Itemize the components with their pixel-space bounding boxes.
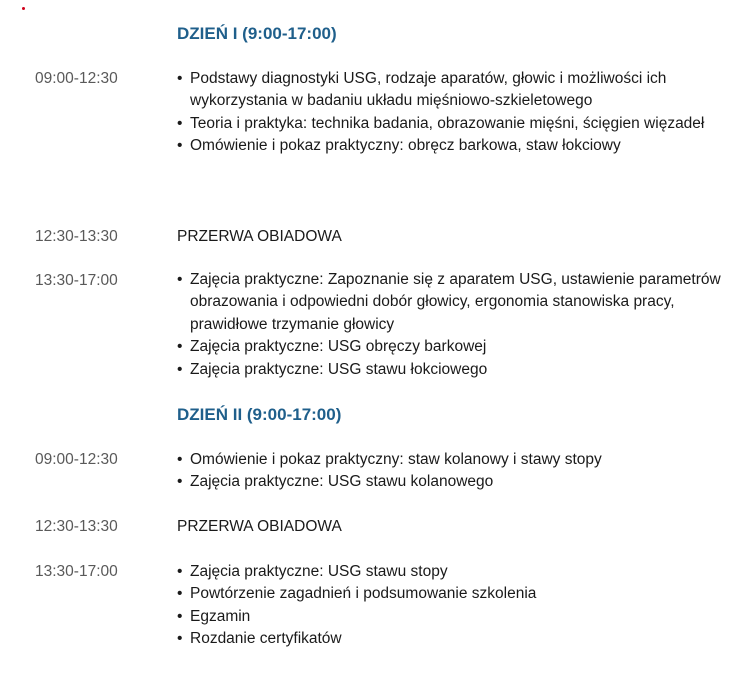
list-item: • Omówienie i pokaz praktyczny: obręcz barkowa, staw łokciowy: [177, 135, 732, 157]
day2-session1-list: [177, 449, 732, 494]
red-dot-marker: [22, 7, 25, 10]
list-item: • Powtórzenie zagadnień i podsumowanie szkolenia: [177, 583, 732, 605]
day1-title: DZIEŃ I (9:00-17:00): [177, 24, 337, 43]
list-item: • Zajęcia praktyczne: USG stawu stopy: [177, 561, 732, 583]
list-item: • Zajęcia praktyczne: Zapoznanie się z aparatem USG, ustawienie parametrów obrazowania i odpowiedni dobór głowicy, ergonomia stanowiska pracy, prawidłowe trzymanie głowicy: [177, 269, 732, 336]
list-item: • Podstawy diagnostyki USG, rodzaje aparatów, głowic i możliwości ich wykorzystania w badaniu układu mięśniowo-szkieletowego: [177, 68, 732, 113]
day2-session1-time: 09:00-12:30: [35, 451, 118, 468]
list-item: • Rozdanie certyfikatów: [177, 628, 732, 650]
day2-break-time: 12:30-13:30: [35, 518, 118, 535]
day1-session1-time: 09:00-12:30: [35, 70, 118, 87]
day1-break-time: 12:30-13:30: [35, 228, 118, 245]
day1-session2-list: [177, 269, 732, 381]
list-item: • Zajęcia praktyczne: USG stawu łokciowego: [177, 359, 732, 381]
day2-title: DZIEŃ II (9:00-17:00): [177, 405, 342, 424]
list-item: • Zajęcia praktyczne: USG obręczy barkowej: [177, 336, 732, 358]
list-item: • Omówienie i pokaz praktyczny: staw kolanowy i stawy stopy: [177, 449, 732, 471]
day1-session2-time: 13:30-17:00: [35, 272, 118, 289]
list-item: • Egzamin: [177, 606, 732, 628]
day2-session2-list: [177, 561, 732, 651]
day1-break-label: PRZERWA OBIADOWA: [177, 228, 342, 245]
list-item: • Zajęcia praktyczne: USG stawu kolanowego: [177, 471, 732, 493]
day1-session1-list: [177, 68, 732, 158]
list-item: • Teoria i praktyka: technika badania, obrazowanie mięśni, ścięgien więzadeł: [177, 113, 732, 135]
day2-session2-time: 13:30-17:00: [35, 563, 118, 580]
day2-break-label: PRZERWA OBIADOWA: [177, 518, 342, 535]
